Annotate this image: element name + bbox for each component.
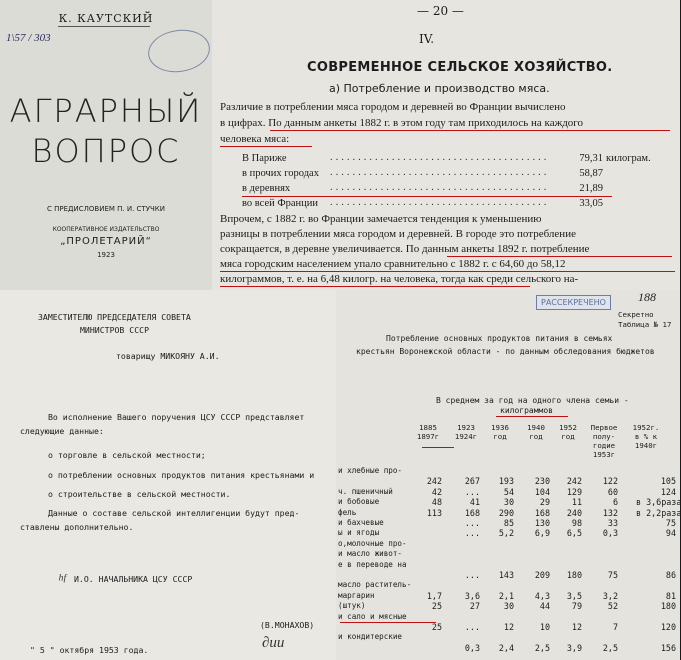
cover-publisher: „ПРОЛЕТАРИЙ“ <box>60 236 152 247</box>
cover-title-line2: ВОПРОС <box>31 132 181 170</box>
table-cell: 193 <box>498 476 514 487</box>
chapter-number: IV. <box>419 32 435 46</box>
paragraph-line: человека мяса: <box>220 133 290 145</box>
table-subtitle: килограммов <box>500 406 553 415</box>
row-label: о,молочные про- <box>338 538 407 548</box>
red-underline <box>447 256 672 257</box>
table-cell: ... <box>464 528 480 539</box>
cover-publisher-label: КООПЕРАТИВНОЕ ИЗДАТЕЛЬСТВО <box>52 226 160 233</box>
meat-row-value: 79,31 <box>579 153 603 164</box>
consumption-table <box>336 290 680 660</box>
row-label: масло раститель- <box>338 580 412 590</box>
row-label: (штук) <box>338 601 366 611</box>
table-cell: 5,2 <box>498 528 514 539</box>
column-header: 1897г <box>416 432 440 441</box>
signer-title: И.О. НАЧАЛЬНИКА ЦСУ СССР <box>74 574 193 584</box>
table-cell: 25 <box>431 622 442 632</box>
meat-row-value: 58,87 <box>579 168 603 179</box>
letter-text: Во исполнение Вашего поручения ЦСУ СССР представляет <box>48 412 305 422</box>
table-cell: 3,6 <box>464 590 480 601</box>
table-cell: 267 <box>464 476 480 487</box>
handwritten-number: 188 <box>638 290 656 304</box>
table-cell: 7 <box>612 622 618 632</box>
table-title-line: Потребление основных продуктов питания в семьях <box>386 334 613 343</box>
table-cell: 52 <box>607 601 618 612</box>
row-label: и масло живот- <box>338 549 403 559</box>
table-cell: в 2,2раза <box>636 507 681 518</box>
row-label: е в переводе на <box>338 559 407 569</box>
meat-row-label: в деревнях <box>242 183 291 194</box>
column-header: годие <box>592 441 616 450</box>
letter-item: о строительстве в сельской местности. <box>48 489 231 499</box>
table-cell: 240 <box>566 507 582 518</box>
table-cell: 12 <box>503 622 514 632</box>
table-cell: 30 <box>503 601 514 612</box>
table-cell: 143 <box>498 570 514 580</box>
row-label: ы и ягоды <box>338 528 380 538</box>
red-underline <box>242 196 612 197</box>
paragraph-line: в цифрах. По данным анкеты 1882 г. в этом году там приходилось на каждого <box>220 117 584 129</box>
column-header: год <box>561 432 575 441</box>
table-cell: 129 <box>566 486 582 497</box>
table-cell: 290 <box>498 507 514 518</box>
table-cell: 29 <box>539 497 550 508</box>
row-label: и хлебные про- <box>338 466 403 475</box>
table-cell: 85 <box>503 518 514 528</box>
cover-rule <box>58 26 150 27</box>
column-header: 1923 <box>457 423 475 432</box>
table-cell: 41 <box>469 497 480 508</box>
table-cell: 3,2 <box>602 590 618 601</box>
declassified-stamp: РАССЕКРЕЧЕНО <box>536 295 611 310</box>
column-header: 1885 <box>419 423 437 432</box>
table-cell: 168 <box>464 507 480 518</box>
table-cell: 124 <box>660 486 676 497</box>
column-header: 1952г. <box>632 423 660 432</box>
table-cell: 230 <box>534 476 550 487</box>
red-underline <box>496 416 568 417</box>
table-cell: 10 <box>539 622 550 632</box>
table-cell: 242 <box>426 476 442 487</box>
table-cell: ... <box>464 622 480 632</box>
table-cell: 33 <box>607 518 618 528</box>
table-cell: 105 <box>660 476 676 487</box>
letter-item: о торговле в сельской местности; <box>48 450 206 460</box>
paragraph-line: разницы в потреблении мяса городом и деревней. В городе это потребление <box>220 228 576 240</box>
table-cell: 2,5 <box>602 642 618 653</box>
chapter-heading: СОВРЕМЕННОЕ СЕЛЬСКОЕ ХОЗЯЙСТВО. <box>307 60 613 75</box>
table-cell: 3,5 <box>566 590 582 601</box>
table-cell: 0,3 <box>464 642 480 653</box>
table-cell: 42 <box>431 486 442 497</box>
letter-document <box>0 290 336 660</box>
leader-dots: ....................................... <box>330 167 550 178</box>
table-cell: ... <box>464 518 480 528</box>
column-header: полу- <box>592 432 616 441</box>
table-cell: 6 <box>612 497 618 508</box>
table-cell: ... <box>464 570 480 580</box>
table-cell: 30 <box>503 497 514 508</box>
addressee-line: ЗАМЕСТИТЕЛЮ ПРЕДСЕДАТЕЛЯ СОВЕТА <box>38 312 191 322</box>
table-cell: 168 <box>534 507 550 518</box>
leader-dots: ....................................... <box>330 152 550 163</box>
table-cell: 12 <box>571 622 582 632</box>
paragraph-line: килограммов, т. е. на 6,48 килогр. на человека, тогда как среди сельского на- <box>220 273 579 285</box>
table-cell: 94 <box>665 528 676 539</box>
table-cell: 120 <box>660 622 676 632</box>
column-header: 1940г <box>634 441 658 450</box>
cover-preface: С ПРЕДИСЛОВИЕМ П. И. СТУЧКИ <box>47 205 165 213</box>
signature: ∂uu <box>262 635 285 651</box>
column-header: 1940 <box>527 423 545 432</box>
letter-text: Данные о составе сельской интеллигенции будут пред- <box>48 508 300 518</box>
red-underline <box>340 622 436 623</box>
table-cell: 2,5 <box>534 642 550 653</box>
cover-author: К. КАУТСКИЙ <box>58 12 154 25</box>
table-cell: 75 <box>665 518 676 528</box>
table-cell: 79 <box>571 601 582 612</box>
table-cell: 6,9 <box>534 528 550 539</box>
section-heading: а) Потребление и производство мяса. <box>329 82 550 95</box>
table-cell: 113 <box>426 507 442 518</box>
signer-name: (В.МОНАХОВ) <box>260 620 315 630</box>
row-label: и бахчевые <box>338 518 384 527</box>
column-header: 1953г <box>592 450 616 459</box>
table-cell: 48 <box>431 497 442 508</box>
table-cell: 98 <box>571 518 582 528</box>
column-header: 1924г <box>454 432 478 441</box>
letter-item: о потреблении основных продуктов питания крестьянами и <box>48 470 315 480</box>
leader-dots: ....................................... <box>330 182 550 193</box>
addressee-name: товарищу МИКОЯНУ А.И. <box>116 351 220 361</box>
column-header: год <box>529 432 543 441</box>
table-cell: 54 <box>503 486 514 497</box>
library-stamp <box>145 26 212 76</box>
table-cell: 1,7 <box>426 590 442 601</box>
leader-dots: ....................................... <box>330 197 550 208</box>
column-header: 1936 <box>491 423 509 432</box>
table-cell: 242 <box>566 476 582 487</box>
table-cell: 180 <box>566 570 582 580</box>
row-label: и кондитерские <box>338 632 403 642</box>
red-underline <box>422 447 454 448</box>
table-cell: 2,1 <box>498 590 514 601</box>
table-cell: 0,3 <box>602 528 618 539</box>
table-cell: 60 <box>607 486 618 497</box>
table-title-line: крестьян Воронежской области - по данным обследования бюджетов <box>356 347 655 356</box>
table-cell: 27 <box>469 601 480 612</box>
red-underline <box>220 271 675 272</box>
red-underline <box>270 130 670 131</box>
meat-row-label: во всей Франции <box>242 198 319 209</box>
column-header: в % к <box>634 432 658 441</box>
letter-date: " 5 " октября 1953 года. <box>30 645 149 655</box>
paragraph-line: Различие в потреблении мяса городом и деревней во Франции вычислено <box>220 101 566 113</box>
cover-year: 1923 <box>97 251 115 259</box>
table-cell: 132 <box>602 507 618 518</box>
table-cell: 25 <box>431 601 442 612</box>
meat-row-value: 21,89 <box>579 183 603 194</box>
table-cell: 44 <box>539 601 550 612</box>
table-cell: 156 <box>660 642 676 653</box>
table-cell: 4,3 <box>534 590 550 601</box>
letter-text: следующие данные: <box>20 426 104 436</box>
cover-title-line1: АГРАРНЫЙ <box>9 92 203 130</box>
column-header: Первое <box>590 423 618 432</box>
table-cell: 6,5 <box>566 528 582 539</box>
table-cell: 86 <box>665 570 676 580</box>
handwritten-initial: ʰᶠ <box>58 572 66 589</box>
book-page <box>212 0 680 290</box>
meat-row-label: В Париже <box>242 153 287 164</box>
red-underline <box>220 146 312 147</box>
row-label: и сало и мясные <box>338 611 407 621</box>
row-label: маргарин <box>338 590 375 600</box>
table-subtitle: В среднем за год на одного члена семьи - <box>436 396 629 405</box>
table-label: Таблица № 17 <box>618 320 672 329</box>
secret-label: Секретно <box>618 310 654 319</box>
paragraph-line: сокращается, в деревне увеличивается. По данным анкеты 1892 г. потребление <box>220 243 590 255</box>
column-header: год <box>493 432 507 441</box>
table-cell: 104 <box>534 486 550 497</box>
table-cell: 180 <box>660 601 676 612</box>
page-number: — 20 — <box>417 4 464 18</box>
inventory-number: 1\57 / 303 <box>6 32 51 44</box>
table-cell: 122 <box>602 476 618 487</box>
book-cover <box>0 0 212 290</box>
table-cell: 2,4 <box>498 642 514 653</box>
row-label: и бобовые <box>338 497 380 507</box>
paragraph-line: Впрочем, с 1882 г. во Франции замечается тенденция к уменьшению <box>220 213 542 225</box>
table-cell: 3,9 <box>566 642 582 653</box>
meat-row-unit: килограм. <box>606 153 651 164</box>
table-cell: 81 <box>665 590 676 601</box>
table-cell: 130 <box>534 518 550 528</box>
meat-row-label: в прочих городах <box>242 168 319 179</box>
column-header: 1952 <box>559 423 577 432</box>
red-underline <box>220 286 530 287</box>
letter-text: ставлены дополнительно. <box>20 522 134 532</box>
table-cell: 11 <box>571 497 582 508</box>
table-cell: 209 <box>534 570 550 580</box>
row-label: фель <box>338 507 357 517</box>
table-cell: ... <box>464 486 480 497</box>
paragraph-line: мяса городским населением упало сравнительно с 1882 г. с 64,60 до 58,12 <box>220 258 566 270</box>
table-cell: 75 <box>607 570 618 580</box>
addressee-line: МИНИСТРОВ СССР <box>80 325 150 335</box>
row-label: ч. пшеничный <box>338 486 393 496</box>
meat-row-value: 33,05 <box>579 198 603 209</box>
table-cell: в 3,6раза <box>636 497 681 508</box>
